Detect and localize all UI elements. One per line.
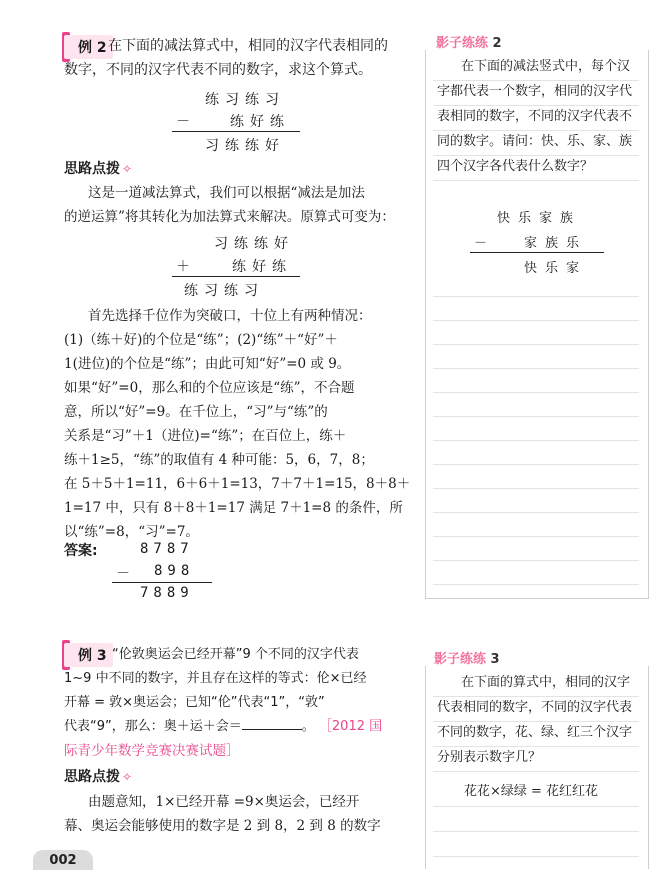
ruled-line bbox=[433, 721, 639, 722]
practice-3-equation: 花花×绿绿 = 花红红花 bbox=[464, 784, 599, 799]
example-3-text-1: “伦敦奥运会已经开幕”9 个不同的汉字代表 bbox=[112, 647, 359, 662]
addition-operator: ＋ bbox=[176, 259, 196, 275]
hint-heading-2-text: 思路点拨 bbox=[64, 161, 120, 177]
addition-row-1: 习练练好 bbox=[214, 236, 294, 252]
practice-2-title bbox=[436, 32, 502, 51]
ruled-line bbox=[433, 296, 639, 297]
ruled-line bbox=[433, 368, 639, 369]
ruled-line bbox=[433, 771, 639, 772]
body-line-3: 1(进位)的个位是“练”；由此可知“好”=0 或 9。 bbox=[64, 356, 351, 372]
answer-row-2: 898 bbox=[154, 563, 195, 579]
example-2-text-2: 数字，不同的汉字代表不同的数字，求这个算式。 bbox=[64, 62, 372, 78]
addition-rule bbox=[172, 276, 300, 277]
ruled-line bbox=[433, 536, 639, 537]
practice-3-title bbox=[434, 648, 500, 667]
hint-3-line-2: 幕、奥运会能够使用的数字是 2 到 8，2 到 8 的数字 bbox=[64, 818, 381, 834]
page-number: 002 bbox=[33, 850, 93, 870]
example-3-text-3: 开幕 = 敦×奥运会；已知“伦”代表“1”，“敦” bbox=[64, 695, 325, 710]
practice-2-title-text: 影子练练 bbox=[436, 36, 489, 51]
body-line-5: 意，所以“好”=9。在千位上，“习”与“练”的 bbox=[64, 404, 328, 420]
body-line-2: (1)（练＋好)的个位是“练”；(2)“练”＋“好”＋ bbox=[64, 332, 338, 348]
addition-row-2: 练好练 bbox=[232, 259, 292, 275]
practice-2-line-5: 四个汉字各代表什么数字？ bbox=[437, 159, 594, 174]
subtraction-row-1: 练习练习 bbox=[205, 92, 285, 108]
ruled-line bbox=[433, 130, 639, 131]
practice-2-line-2: 字都代表一个数字，相同的汉字代 bbox=[437, 84, 633, 99]
answer-label: 答案: bbox=[64, 543, 98, 559]
example-3-text-4 bbox=[64, 717, 382, 737]
practice-2-row-3: 快乐家 bbox=[524, 261, 588, 276]
subtraction-rule bbox=[172, 131, 300, 132]
example-3-question: 代表“9”，那么：奥＋运＋会＝ bbox=[64, 719, 242, 734]
practice-2-number: 2 bbox=[492, 36, 502, 51]
subtraction-row-2: 练好练 bbox=[230, 114, 290, 130]
ruled-line bbox=[433, 560, 639, 561]
practice-3-line-2: 代表相同的数字，不同的汉字代表 bbox=[437, 700, 633, 715]
hint-heading-2 bbox=[64, 158, 132, 178]
sparkle-icon: ✧ bbox=[122, 770, 133, 784]
example-2-label: 例 2 bbox=[64, 35, 113, 59]
practice-3-line-3: 不同的数字，花、绿、红三个汉字 bbox=[437, 725, 633, 740]
hint-3-line-1: 由题意知，1×已经开幕 =9×奥运会，已经开 bbox=[88, 794, 360, 810]
body-line-8: 在 5＋5＋1=11，6＋6＋1=13，7＋7＋1=15，8＋8＋ bbox=[64, 476, 411, 492]
answer-rule bbox=[112, 582, 212, 583]
practice-2-line-3: 表相同的数字，不同的汉字代表不 bbox=[437, 109, 633, 124]
hint-2-line-1: 这是一道减法算式，我们可以根据“减法是加法 bbox=[88, 185, 365, 201]
ruled-line bbox=[433, 320, 639, 321]
body-line-1: 首先选择千位作为突破口，十位上有两种情况： bbox=[88, 308, 372, 324]
ruled-line bbox=[433, 831, 639, 832]
example-3-text-2: 1~9 中不同的数字，并且存在这样的等式：伦×已经 bbox=[64, 671, 367, 686]
body-line-10: 以“练”=8，“习”=7。 bbox=[64, 524, 199, 540]
hint-heading-3 bbox=[64, 766, 132, 786]
ruled-line bbox=[433, 80, 639, 81]
body-line-6: 关系是“习”＋1（进位)=“练”；在百位上，练＋ bbox=[64, 428, 347, 444]
ruled-line bbox=[433, 856, 639, 857]
ruled-line bbox=[433, 392, 639, 393]
answer-blank[interactable] bbox=[242, 717, 302, 730]
example-3-label: 例 3 bbox=[64, 643, 113, 667]
ruled-line bbox=[433, 512, 639, 513]
answer-row-1: 8787 bbox=[140, 541, 194, 557]
source-citation-b: 际青少年数学竞赛决赛试题］ bbox=[64, 743, 240, 759]
practice-3-title-text: 影子练练 bbox=[434, 652, 487, 667]
ruled-line bbox=[433, 416, 639, 417]
subtraction-operator: － bbox=[176, 114, 196, 130]
practice-3-number: 3 bbox=[490, 652, 500, 667]
practice-2-row-1: 快乐家族 bbox=[497, 211, 582, 226]
source-citation-a: ［2012 国 bbox=[318, 719, 383, 734]
ruled-line bbox=[433, 440, 639, 441]
ruled-line bbox=[433, 488, 639, 489]
body-line-7: 练＋1≥5，“练”的取值有 4 种可能：5，6，7，8； bbox=[64, 452, 374, 468]
practice-2-operator: － bbox=[474, 236, 494, 251]
practice-2-row-2: 家族乐 bbox=[524, 236, 588, 251]
hint-2-line-2: 的逆运算”将其转化为加法算式来解决。原算式可变为： bbox=[64, 209, 395, 225]
ruled-line bbox=[433, 746, 639, 747]
ruled-line bbox=[433, 464, 639, 465]
ruled-line bbox=[433, 806, 639, 807]
practice-2-rule bbox=[470, 252, 604, 253]
ruled-line bbox=[433, 584, 639, 585]
sparkle-icon: ✧ bbox=[122, 162, 133, 176]
example-2-text-1: 在下面的减法算式中，相同的汉字代表相同的 bbox=[108, 38, 388, 54]
ruled-line bbox=[433, 105, 639, 106]
answer-row-3: 7889 bbox=[140, 585, 194, 601]
hint-heading-3-text: 思路点拨 bbox=[64, 769, 120, 785]
ruled-line bbox=[433, 344, 639, 345]
answer-operator: － bbox=[116, 566, 136, 582]
practice-3-line-1: 在下面的算式中，相同的汉字 bbox=[461, 675, 631, 690]
practice-2-line-4: 同的数字。请问：快、乐、家、族 bbox=[437, 134, 633, 149]
practice-3-line-4: 分别表示数字几？ bbox=[437, 750, 542, 765]
body-line-9: 1=17 中，只有 8＋8＋1=17 满足 7＋1=8 的条件，所 bbox=[64, 500, 403, 516]
practice-2-line-1: 在下面的减法竖式中，每个汉 bbox=[461, 59, 631, 74]
body-line-4: 如果“好”=0，那么和的个位应该是“练”，不合题 bbox=[64, 380, 355, 396]
ruled-line bbox=[433, 155, 639, 156]
ruled-line bbox=[433, 180, 639, 181]
ruled-line bbox=[433, 696, 639, 697]
subtraction-row-3: 习练练好 bbox=[205, 138, 285, 154]
addition-row-3: 练习练习 bbox=[184, 283, 264, 299]
example-3-period: 。 bbox=[301, 719, 315, 734]
